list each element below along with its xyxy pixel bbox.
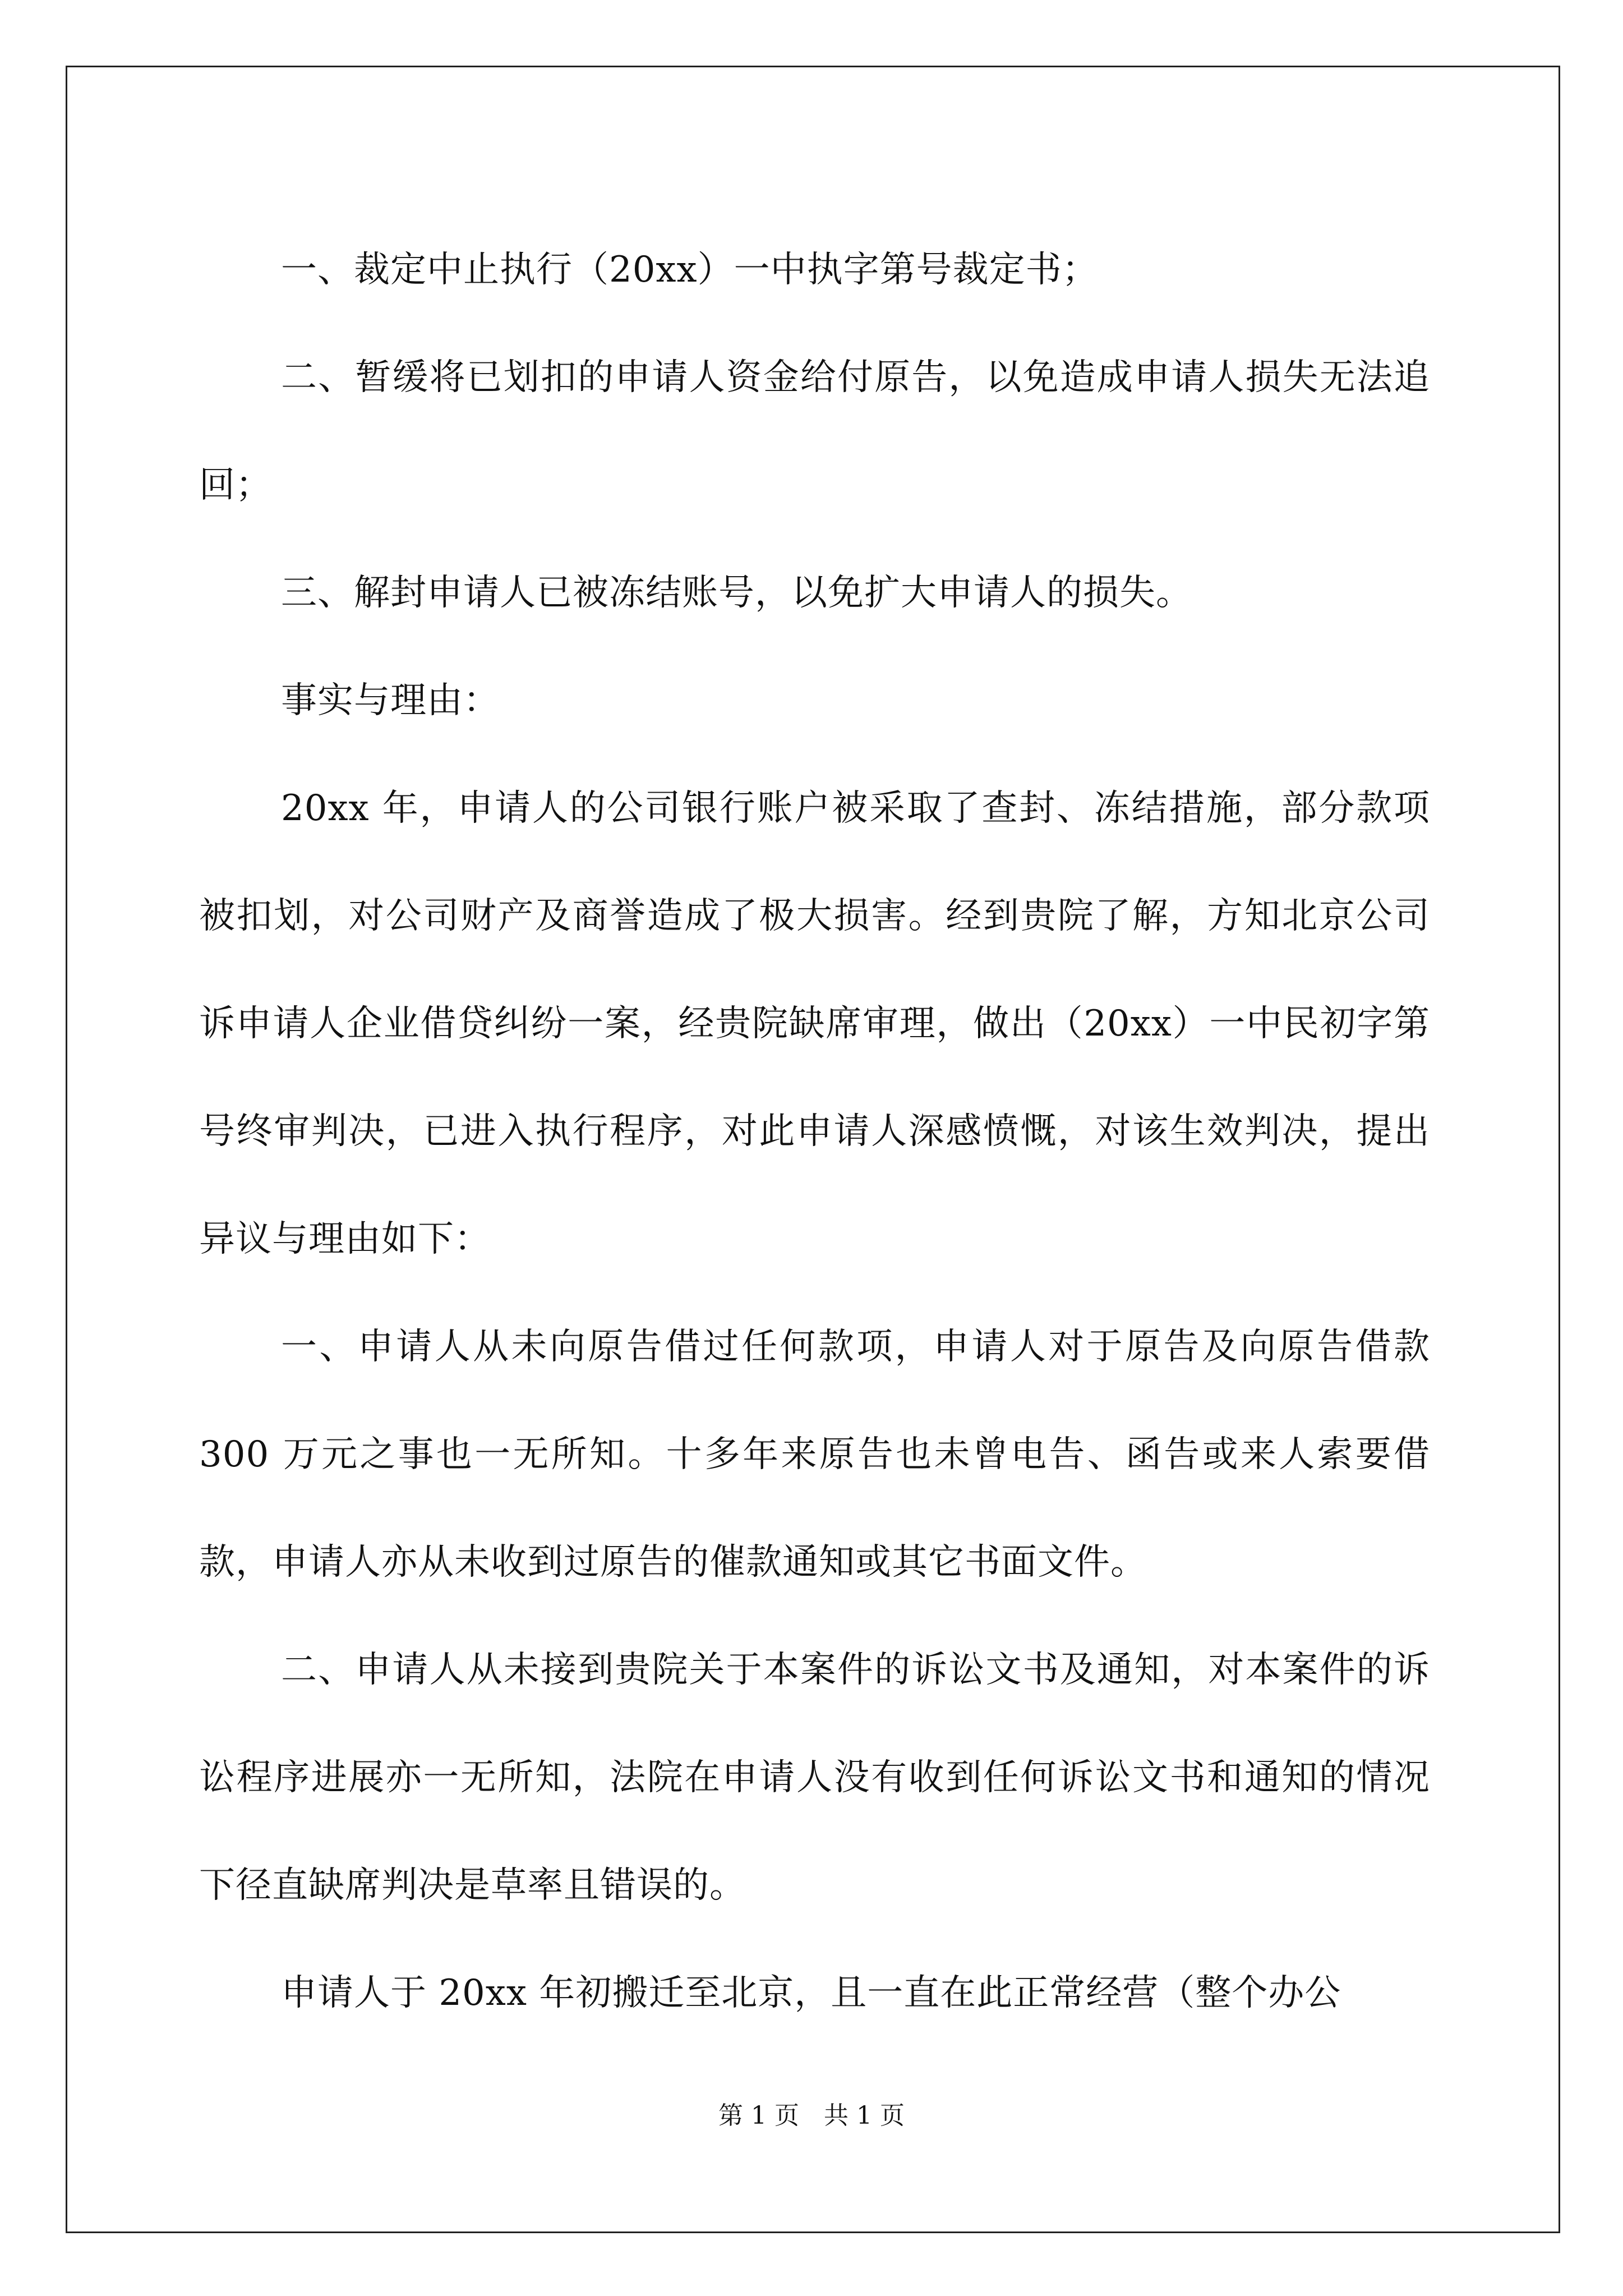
paragraph-facts-heading: 事实与理由： [281, 680, 500, 721]
paragraph-facts-intro: 20xx 年，申请人的公司银行账户被采取了查封、冻结措施，部分款项被扣划，对公司财产及商誉造成了极大损害。经到贵院了解，方知北京公司诉申请人企业借贷纠纷一案，经贵院缺席审理，做出（20xx）一中民初字第号终审判决，已进入执行程序，对此申请人深感愤慨，对该生效判决，提出异议与理由如下： [199, 788, 1430, 1260]
paragraph-objection-2: 二、申请人从未接到贵院关于本案件的诉讼文书及通知，对本案件的诉讼程序进展亦一无所知，法院在申请人没有收到任何诉讼文书和通知的情况下径直缺席判决是草率且错误的。 [199, 1649, 1430, 1906]
paragraph-request-1: 一、裁定中止执行（20xx）一中执字第号裁定书； [281, 249, 1099, 291]
paragraph-request-2: 二、暂缓将已划扣的申请人资金给付原告，以免造成申请人损失无法追回； [199, 357, 1430, 506]
paragraph-request-3: 三、解封申请人已被冻结账号，以免扩大申请人的损失。 [281, 572, 1192, 614]
page-number-footer: 第 1 页 共 1 页 [718, 2101, 905, 2130]
paragraph-relocation: 申请人于 20xx 年初搬迁至北京，且一直在此正常经营（整个办公 [281, 1972, 1341, 2014]
document-body [199, 216, 1430, 2047]
paragraph-objection-1: 一、申请人从未向原告借过任何款项，申请人对于原告及向原告借款 300 万元之事也一无所知。十多年来原告也未曾电告、函告或来人索要借款，申请人亦从未收到过原告的催款通知或其它书面文件。 [199, 1326, 1430, 1583]
